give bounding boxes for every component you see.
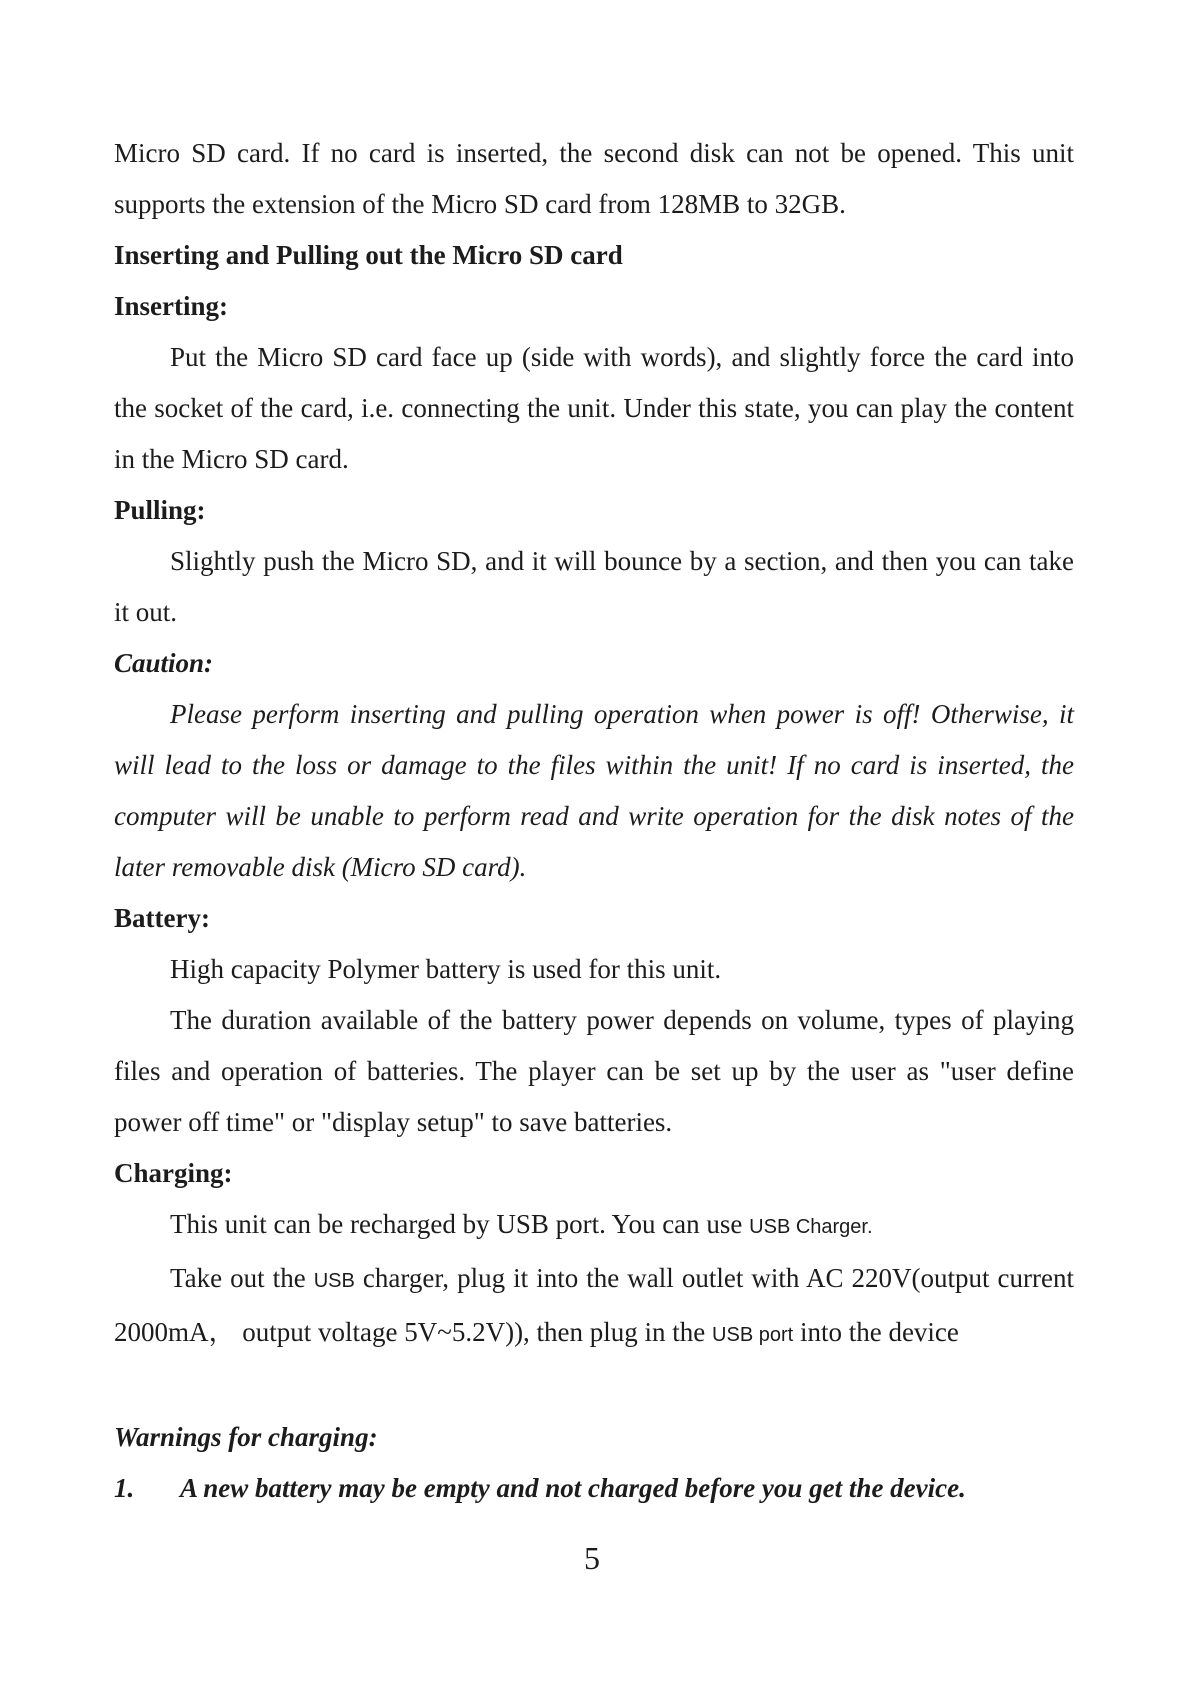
warning-number: 1. — [114, 1473, 135, 1503]
charging-text-2-c: charger, plug it into the wall outlet with AC 220V(output current 2000mA， output voltage 5V~5.2V)), then plug in the — [114, 1263, 1075, 1347]
warning-text: A new battery may be empty and not charged before you get the device. — [180, 1473, 966, 1503]
usb-charger-label: USB Charger — [749, 1216, 867, 1238]
charging-text-2 — [114, 1253, 1074, 1361]
inserting-text: Put the Micro SD card face up (side with words), and slightly force the card into the socket of the card, i.e. connecting the unit. Under this state, you can play the content in the Micro SD card. — [114, 342, 1074, 474]
usb-label: USB — [313, 1270, 355, 1292]
charging-text-2-e: into the device — [793, 1317, 959, 1347]
battery-text-1: High capacity Polymer battery is used for this unit. — [170, 954, 722, 984]
charging-heading: Charging: — [114, 1158, 233, 1188]
usb-port-label: USB port — [712, 1324, 794, 1346]
document-page — [114, 128, 1074, 1514]
battery-text-2: The duration available of the battery power depends on volume, types of playing files and operation of batteries. The player can be set up by the user as "user define power off time" or "display setup" to save batteries. — [114, 1005, 1074, 1137]
intro-line-2: supports the extension of the Micro SD card from 128MB to 32GB. — [114, 189, 846, 219]
battery-heading: Battery: — [114, 903, 210, 933]
inserting-heading: Inserting: — [114, 291, 228, 321]
charging-text-1-c: . — [867, 1216, 873, 1238]
charging-text-2-a: Take out the — [170, 1263, 314, 1293]
caution-heading: Caution: — [114, 648, 214, 678]
page-number: 5 — [584, 1540, 600, 1576]
charging-text-1-a: This unit can be recharged by USB port. You can use — [170, 1209, 750, 1239]
charging-text-1 — [114, 1199, 1074, 1253]
intro-line-1: Micro SD card. If no card is inserted, the second disk can not be opened. This unit — [114, 138, 1074, 168]
sd-section-title: Inserting and Pulling out the Micro SD card — [114, 240, 623, 270]
spacer — [114, 1361, 1074, 1412]
warning-item — [114, 1463, 1074, 1514]
pulling-text: Slightly push the Micro SD, and it will bounce by a section, and then you can take it out. — [114, 546, 1074, 627]
pulling-heading: Pulling: — [114, 495, 206, 525]
warnings-heading: Warnings for charging: — [114, 1422, 378, 1452]
caution-text: Please perform inserting and pulling operation when power is off! Otherwise, it will lead to the loss or damage to the files within the unit! If no card is inserted, the computer will be unable to perform read and write operation for the disk notes of the later removable disk (Micro SD card). — [114, 699, 1074, 882]
